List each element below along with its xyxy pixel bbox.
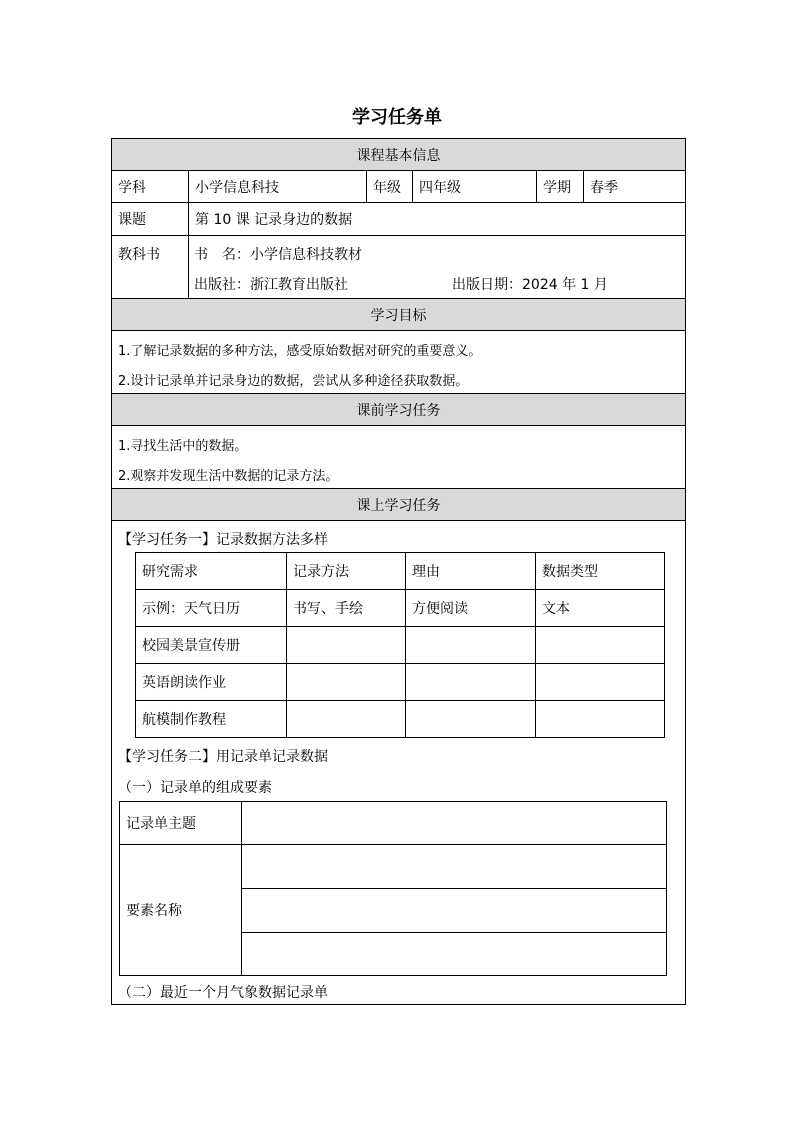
- table-cell-empty[interactable]: [406, 701, 536, 738]
- task2-subheading-2: （二）最近一个月气象数据记录单: [118, 985, 328, 1001]
- record-sheet-elements-table: [119, 801, 667, 976]
- task-sheet: [111, 138, 686, 1005]
- grade-value: 四年级: [412, 171, 536, 202]
- goals-content: [112, 331, 685, 394]
- table-cell: 书写、手绘: [287, 590, 406, 627]
- table-cell-empty[interactable]: [406, 664, 536, 701]
- theme-input-cell[interactable]: [242, 802, 667, 845]
- term-label: 学期: [536, 171, 583, 202]
- table-cell-empty[interactable]: [406, 627, 536, 664]
- table-cell: 方便阅读: [406, 590, 536, 627]
- column-header: 理由: [406, 553, 536, 590]
- term-value: 春季: [583, 171, 685, 202]
- table-row: [120, 802, 667, 845]
- elements-label: 要素名称: [120, 845, 242, 976]
- table-cell-empty[interactable]: [287, 627, 406, 664]
- pre-class-content: [112, 426, 685, 489]
- element-input-cell[interactable]: [242, 933, 667, 976]
- table-cell: 文本: [536, 590, 665, 627]
- table-cell: 示例：天气日历: [136, 590, 287, 627]
- table-cell-empty[interactable]: [287, 664, 406, 701]
- task2-subheading-1: （一）记录单的组成要素: [118, 780, 272, 796]
- goal-item: 1.了解记录数据的多种方法，感受原始数据对研究的重要意义。: [118, 344, 482, 359]
- textbook-label: 教科书: [118, 247, 160, 263]
- table-cell-empty[interactable]: [536, 664, 665, 701]
- textbook-row: [112, 236, 685, 299]
- table-row: [136, 590, 665, 627]
- subject-label: 学科: [118, 179, 146, 196]
- element-input-cell[interactable]: [242, 845, 667, 889]
- table-cell: 英语朗读作业: [136, 664, 287, 701]
- pre-task-item: 1.寻找生活中的数据。: [118, 439, 248, 454]
- theme-label: 记录单主题: [120, 802, 242, 845]
- table-header-row: [136, 553, 665, 590]
- section-header-goals: 学习目标: [112, 299, 685, 331]
- section-header-pre-class: 课前学习任务: [112, 394, 685, 426]
- topic-label: 课题: [118, 212, 146, 228]
- table-row: [136, 627, 665, 664]
- publication-date: 出版日期：2024 年 1 月: [452, 277, 608, 293]
- table-row: [136, 664, 665, 701]
- table-cell-empty[interactable]: [536, 627, 665, 664]
- subject-row: [112, 171, 685, 203]
- table-cell: 校园美景宣传册: [136, 627, 287, 664]
- table-cell-empty[interactable]: [287, 701, 406, 738]
- task1-heading: 【学习任务一】记录数据方法多样: [118, 532, 328, 548]
- table-row: [120, 845, 667, 889]
- table-cell: 航模制作教程: [136, 701, 287, 738]
- page-title: 学习任务单: [352, 107, 442, 128]
- section-header-in-class: 课上学习任务: [112, 489, 685, 521]
- pre-task-item: 2.观察并发现生活中数据的记录方法。: [118, 469, 339, 484]
- column-header: 记录方法: [287, 553, 406, 590]
- record-methods-table: [135, 552, 665, 738]
- topic-value: 第 10 课 记录身边的数据: [188, 203, 685, 235]
- table-cell-empty[interactable]: [536, 701, 665, 738]
- publisher: 出版社：浙江教育出版社: [194, 277, 348, 293]
- column-header: 研究需求: [136, 553, 287, 590]
- topic-row: [112, 203, 685, 236]
- section-header-basic-info: 课程基本信息: [112, 139, 685, 171]
- table-row: [136, 701, 665, 738]
- book-name: 书 名：小学信息科技教材: [194, 247, 362, 263]
- textbook-divider: [188, 236, 189, 298]
- task2-heading: 【学习任务二】用记录单记录数据: [118, 749, 328, 765]
- column-header: 数据类型: [536, 553, 665, 590]
- subject-value: 小学信息科技: [188, 171, 366, 202]
- grade-label: 年级: [366, 171, 412, 202]
- element-input-cell[interactable]: [242, 889, 667, 933]
- goal-item: 2.设计记录单并记录身边的数据，尝试从多种途径获取数据。: [118, 374, 469, 389]
